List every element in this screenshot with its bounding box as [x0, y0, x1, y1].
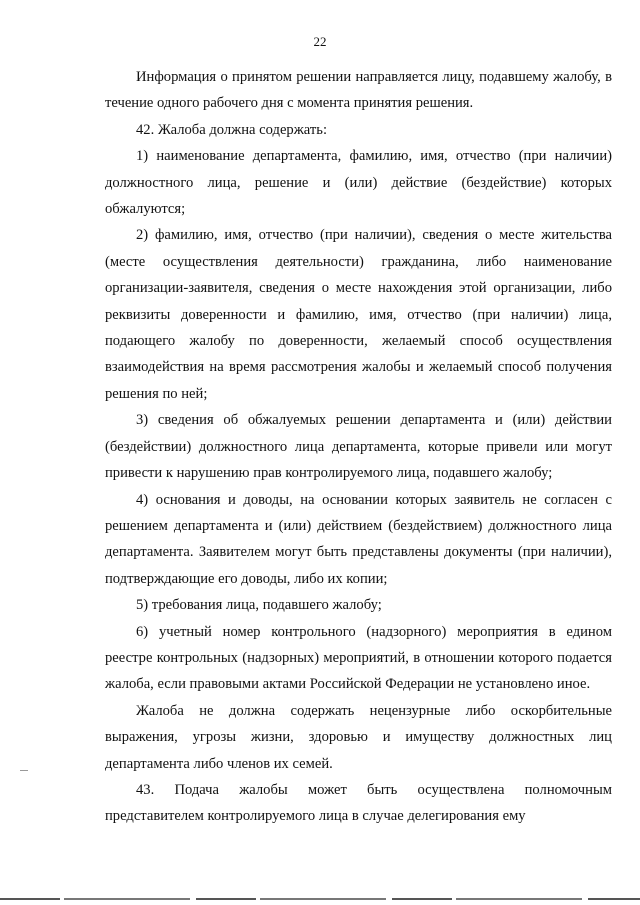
paragraph-prohibited-content: Жалоба не должна содержать нецензурные либо оскорбительные выражения, угрозы жизни, здоровью и имуществу должностных лиц департамента либо членов их семей.: [105, 702, 612, 772]
paragraph-43: 43. Подача жалобы может быть осуществлена полномочным представителем контролируемого лица в случае делегирования ему: [105, 781, 612, 825]
paragraph-decision-info: Информация о принятом решении направляется лицу, подавшему жалобу, в течение одного рабочего дня с момента принятия решения.: [105, 69, 612, 112]
bottom-edge-line: [0, 898, 640, 900]
paragraph-item-6: 6) учетный номер контрольного (надзорного) мероприятия в едином реестре контрольных (надзорных) мероприятий, в отношении которого подается жалоба, если правовыми актами Российской Федерации не установлено иное.: [105, 623, 612, 693]
document-body: [105, 64, 612, 830]
paragraph-item-3: 3) сведения об обжалуемых решении департамента и (или) действии (бездействии) должностного лица департамента, которые привели или могут привести к нарушению прав контролируемого лица, подавшего жалобу;: [105, 412, 612, 482]
paragraph-item-4: 4) основания и доводы, на основании которых заявитель не согласен с решением департамента и (или) действием (бездействием) должностного лица департамента. Заявителем могут быть представлены документы (при наличии), подтверждающие его доводы, либо их копии;: [105, 491, 612, 587]
page-number: 22: [313, 34, 327, 49]
margin-mark: [20, 770, 28, 771]
paragraph-item-2: 2) фамилию, имя, отчество (при наличии), сведения о месте жительства (месте осуществления деятельности) гражданина, либо наименование организации-заявителя, сведения о месте нахождения этой организации, либо реквизиты доверенности и фамилию, имя, отчество (при наличии) лица, подающего жалобу по доверенности, желаемый способ осуществления взаимодействия на время рассмотрения жалобы и желаемый способ получения решения по ней;: [105, 227, 612, 402]
paragraph-42-heading: 42. Жалоба должна содержать:: [136, 121, 327, 138]
paragraph-item-5: 5) требования лица, подавшего жалобу;: [136, 597, 382, 614]
paragraph-item-1: 1) наименование департамента, фамилию, имя, отчество (при наличии) должностного лица, решение и (или) действие (бездействие) которых обжалуются;: [105, 148, 612, 218]
